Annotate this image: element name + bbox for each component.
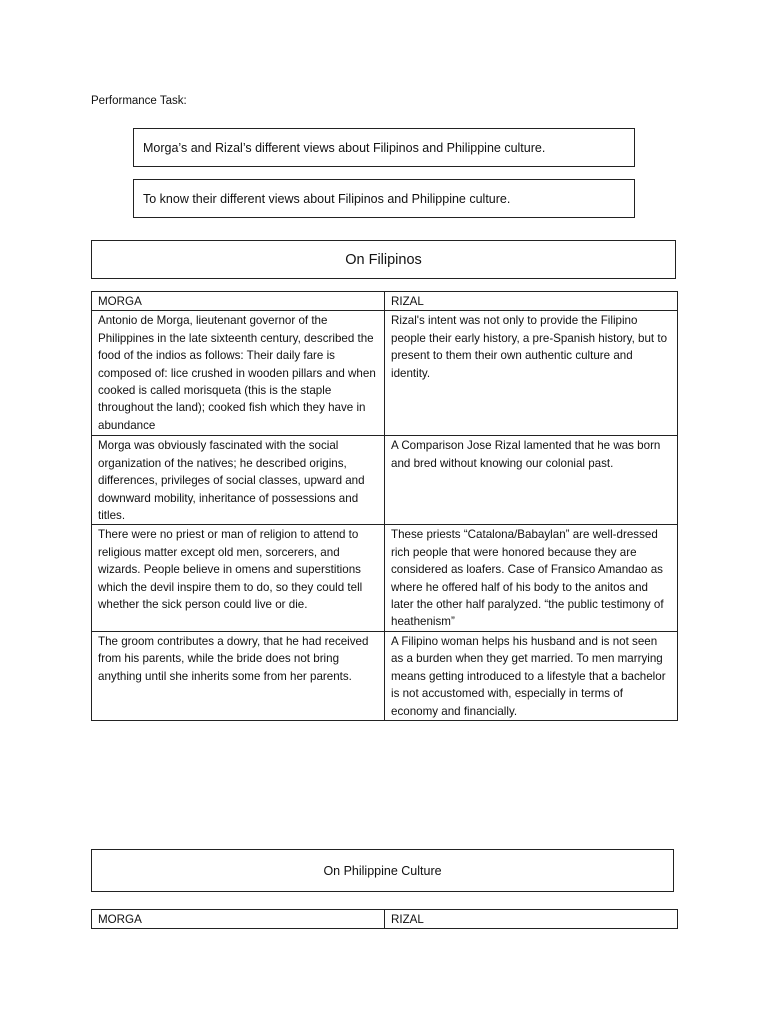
table-row xyxy=(92,525,678,631)
section-title-text: On Philippine Culture xyxy=(323,863,442,878)
objective-text: To know their different views about Filipinos and Philippine culture. xyxy=(143,191,511,206)
section-title-culture xyxy=(91,849,674,892)
comparison-table-filipinos xyxy=(91,291,678,721)
table-row xyxy=(92,631,678,720)
morga-cell: Morga was obviously fascinated with the social organization of the natives; he described origins, differences, privileges of social classes, upward and downward mobility, inheritance of possessions and titles. xyxy=(92,436,385,525)
topic-box xyxy=(133,128,635,167)
header-morga: MORGA xyxy=(92,292,385,311)
rizal-cell: A Filipino woman helps his husband and is not seen as a burden when they get married. To men marrying means getting introduced to a lifestyle that a bachelor is not accustomed with, especially in terms of economy and financially. xyxy=(385,631,678,720)
morga-cell: There were no priest or man of religion to attend to religious matter except old men, sorcerers, and wizards. People believe in omens and superstitions which the devil inspire them to do, so they could tell whether the sick person could live or die. xyxy=(92,525,385,631)
header-rizal: RIZAL xyxy=(385,910,678,929)
rizal-cell: A Comparison Jose Rizal lamented that he was born and bred without knowing our colonial past. xyxy=(385,436,678,525)
table-row xyxy=(92,311,678,436)
comparison-table-culture xyxy=(91,909,678,929)
header-rizal: RIZAL xyxy=(385,292,678,311)
table-row xyxy=(92,436,678,525)
objective-box xyxy=(133,179,635,218)
performance-task-label: Performance Task: xyxy=(91,95,187,107)
header-morga: MORGA xyxy=(92,910,385,929)
table-header-row xyxy=(92,910,678,929)
morga-cell: The groom contributes a dowry, that he had received from his parents, while the bride does not bring anything until she inherits some from her parents. xyxy=(92,631,385,720)
rizal-cell: These priests “Catalona/Babaylan” are well-dressed rich people that were honored because they are considered as loafers. Case of Fransico Amandao as where he offered half of his body to the anitos and later the other half paralyzed. “the public testimony of heathenism” xyxy=(385,525,678,631)
topic-text: Morga’s and Rizal’s different views about Filipinos and Philippine culture. xyxy=(143,140,546,155)
rizal-cell: Rizal's intent was not only to provide the Filipino people their early history, a pre-Spanish history, but to present to them their own authentic culture and identity. xyxy=(385,311,678,436)
section-title-filipinos xyxy=(91,240,676,279)
morga-cell: Antonio de Morga, lieutenant governor of the Philippines in the late sixteenth century, described the food of the indios as follows: Their daily fare is composed of: lice crushed in wooden pillars and when cooked is called morisqueta (this is the staple throughout the land); cooked fish which they have in abundance xyxy=(92,311,385,436)
table-header-row xyxy=(92,292,678,311)
section-title-text: On Filipinos xyxy=(345,251,422,268)
